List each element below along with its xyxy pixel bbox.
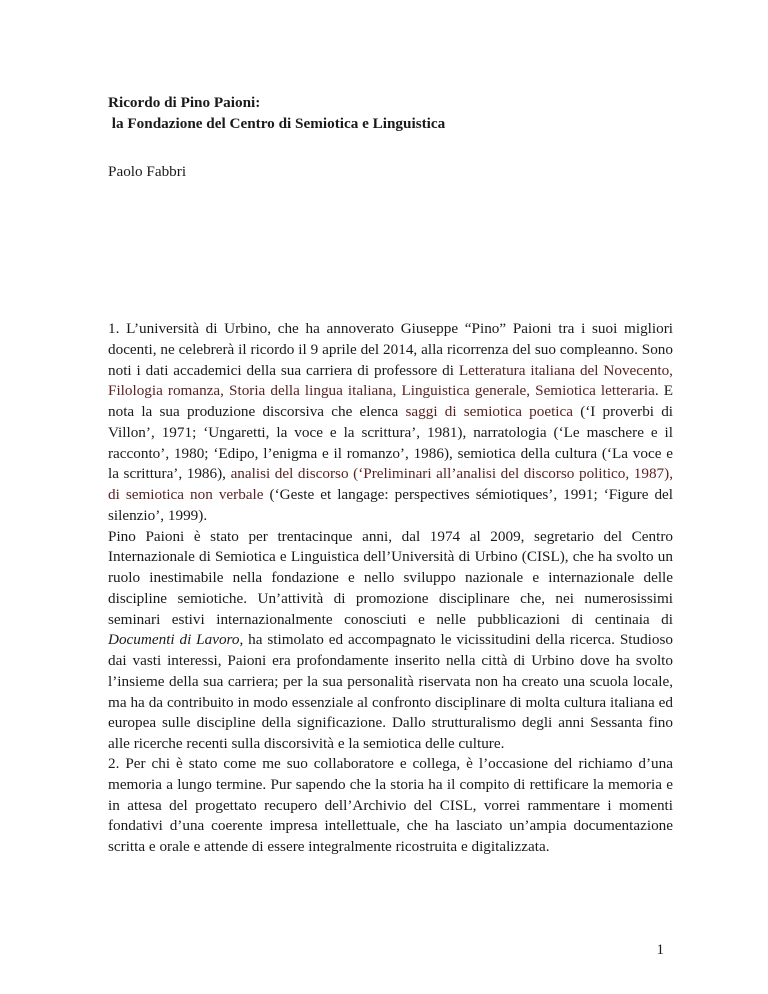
essays-link[interactable]: saggi di semiotica poetica (405, 403, 573, 420)
paragraph-2: 2. Per chi è stato come me suo collaboratore e collega, è l’occasione del richiamo d’una memoria a lungo termine. Pur sapendo che la storia ha il compito di rettificare la memoria e in attesa del progettato recupero dell’Archivio del CISL, vorrei rammentare i momenti fondativi d’una coerente impresa intellettuale, che ha lasciato un’ampia documentazione scritta e orale e attende di essere integralmente ricostruita e digitalizzata. (108, 755, 673, 855)
courses-link[interactable]: Letteratura italiana del Novecento, Filologia romanza, Storia della lingua italiana, Linguistica generale, Semiotica letteraria (108, 361, 673, 400)
title-line-2: la Fondazione del Centro di Semiotica e Linguistica (108, 115, 446, 132)
title-line-1: Ricordo di Pino Paioni: (108, 94, 261, 111)
p1-text-d: (‘Geste et langage: perspectives sémiotiques’, 1991; ‘Figure del silenzio’, 1999). (108, 486, 674, 524)
p1-text-a: 1. L’università di Urbino, che ha annoverato Giuseppe “Pino” Paioni tra i suoi migliori docenti, ne celebrerà il ricordo il 9 aprile del 2014, alla ricorrenza del suo compleanno. Sono noti i dati accademici della sua carriera di professore di (108, 320, 673, 379)
paragraph-1 (108, 319, 673, 755)
p1-text-b: . E nota la sua produzione discorsiva che elenca (108, 382, 673, 420)
page-number: 1 (656, 942, 664, 958)
p1-text-f: , ha stimolato ed accompagnato le vicissitudini della ricerca. Studioso dai vasti interessi, Paioni era profondamente inserito nella città di Urbino dove ha svolto l’insieme della sua carriera; per la sua personalità riservata non ha creato una scuola locale, ma ha da contribuito in modo essenziale al confronto disciplinare di molta cultura italiana ed europea sulle discipline della significazione. Dallo strutturalismo degli anni Sessanta fino alle ricerche recenti sulla discorsività e la semiotica delle culture. (108, 631, 673, 752)
p1-text-c: (‘I proverbi di Villon’, 1971; ‘Ungaretti, la voce e la scrittura’, 1981), narratologia (‘Le maschere e il racconto’, 1980; ‘Edipo, l’enigma e il romanzo’, 1986), semiotica della cultura (‘La voce e la scrittura’, 1986), (108, 403, 674, 483)
discourse-link[interactable]: analisi del discorso (‘Preliminari all’analisi del discorso politico, 1987), di semiotica non verbale (108, 465, 673, 503)
author-name: Paolo Fabbri (108, 163, 187, 180)
document-title (108, 92, 445, 134)
documenti-di-lavoro: Documenti di Lavoro (108, 631, 240, 649)
p1-text-e: Pino Paioni è stato per trentacinque anni, dal 1974 al 2009, segretario del Centro Internazionale di Semiotica e Linguistica dell’Università di Urbino (CISL), che ha svolto un ruolo inestimabile nella fondazione e nello sviluppo nazionale e internazionale delle discipline semiotiche. Un’attività di promozione disciplinare che, nei numerosissimi seminari estivi internazionalmente conosciuti e nelle pubblicazioni di centinaia di (108, 527, 673, 628)
